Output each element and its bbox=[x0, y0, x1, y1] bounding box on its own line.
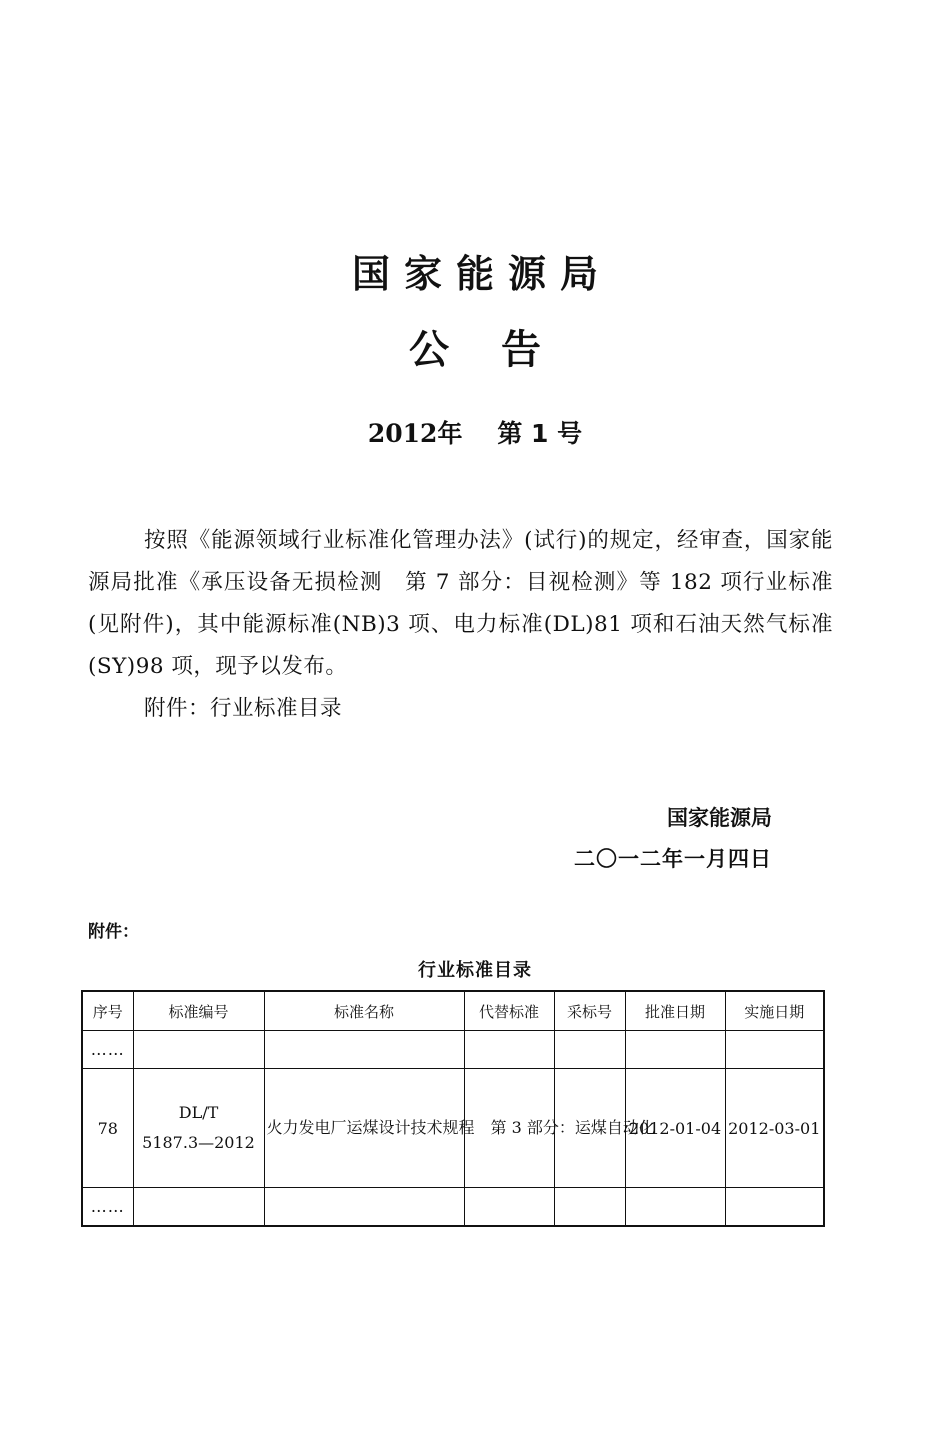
cell-approved bbox=[625, 1031, 725, 1069]
issuing-agency-title: 国家能源局 bbox=[351, 252, 612, 296]
cell-code bbox=[133, 1069, 264, 1188]
col-header-name: 标准名称 bbox=[264, 991, 464, 1031]
cell-effective bbox=[725, 1188, 824, 1227]
col-header-approved: 批准日期 bbox=[625, 991, 725, 1031]
cell-adopted bbox=[554, 1031, 625, 1069]
col-header-code: 标准编号 bbox=[133, 991, 264, 1031]
table-title: 行业标准目录 bbox=[418, 960, 532, 981]
cell-name bbox=[264, 1188, 464, 1227]
col-header-no: 序号 bbox=[82, 991, 133, 1031]
col-header-adopted: 采标号 bbox=[554, 991, 625, 1031]
cell-approved bbox=[625, 1188, 725, 1227]
table-row bbox=[82, 1188, 824, 1227]
cell-code bbox=[133, 1031, 264, 1069]
cell-adopted bbox=[554, 1188, 625, 1227]
issue-year: 2012 bbox=[367, 419, 438, 448]
cell-name bbox=[264, 1031, 464, 1069]
issue-year-suffix: 年 bbox=[437, 419, 463, 448]
table-header-row bbox=[82, 991, 824, 1031]
col-header-effective: 实施日期 bbox=[725, 991, 824, 1031]
table-row bbox=[82, 1031, 824, 1069]
cell-name: 火力发电厂运煤设计技术规程 第 3 部分：运煤自动化 bbox=[264, 1069, 464, 1188]
announcement-paragraph: 按照《能源领域行业标准化管理办法》(试行)的规定，经审查，国家能源局批准《承压设备无损检测 第 7 部分：目视检测》等 182 项行业标准(见附件)，其中能源标准(NB)3 项、电力标准(DL)81 项和石油天然气标准(SY)98 项，现予以发布。 bbox=[88, 528, 833, 679]
cell-no: 78 bbox=[82, 1069, 133, 1188]
issue-number bbox=[0, 414, 950, 450]
cell-code-line2: 5187.3—2012 bbox=[142, 1133, 255, 1152]
cell-code bbox=[133, 1188, 264, 1227]
signature-agency: 国家能源局 bbox=[667, 806, 772, 830]
cell-effective bbox=[725, 1031, 824, 1069]
attachment-heading: 附件： bbox=[88, 922, 139, 942]
cell-no: …… bbox=[82, 1188, 133, 1227]
cell-approved: 2012-01-04 bbox=[625, 1069, 725, 1188]
table-row bbox=[82, 1069, 824, 1188]
attachment-reference: 附件：行业标准目录 bbox=[144, 696, 343, 721]
signature-date: 二〇一二年一月四日 bbox=[574, 847, 772, 871]
announcement-body bbox=[88, 520, 833, 730]
cell-replaces bbox=[464, 1188, 554, 1227]
col-header-replaces: 代替标准 bbox=[464, 991, 554, 1031]
cell-effective: 2012-03-01 bbox=[725, 1069, 824, 1188]
document-type-title: 公告 bbox=[409, 327, 593, 373]
cell-no: …… bbox=[82, 1031, 133, 1069]
cell-code-line1: DL/T bbox=[178, 1103, 219, 1122]
standards-table bbox=[81, 990, 825, 1227]
cell-replaces bbox=[464, 1031, 554, 1069]
issue-sequence: 第 1 号 bbox=[497, 419, 583, 448]
